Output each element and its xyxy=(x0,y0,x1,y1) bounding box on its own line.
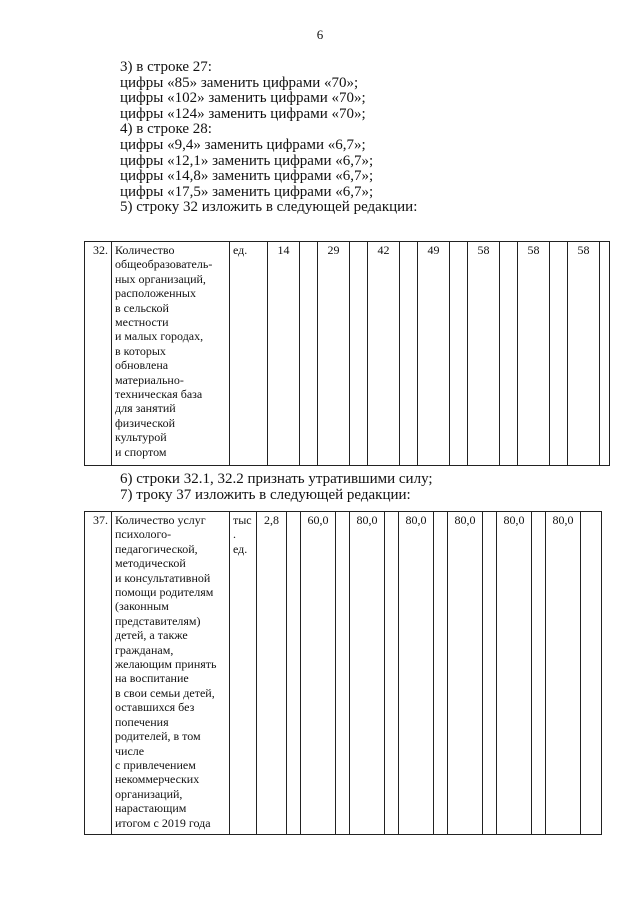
unit-line: . xyxy=(233,527,236,542)
unit-line: тыс xyxy=(233,513,252,527)
table-row xyxy=(85,512,602,835)
name-line: и консультативной xyxy=(115,570,211,585)
value-cell: 80,0 xyxy=(399,512,434,835)
name-line: в которых xyxy=(115,343,166,358)
value-cell: 58 xyxy=(468,242,500,466)
name-line: с привлечением xyxy=(115,757,196,772)
empty-cell xyxy=(550,242,568,466)
text-line: цифры «85» заменить цифрами «70»; xyxy=(120,74,359,91)
name-line: родителей, в том xyxy=(115,729,201,744)
value-cell: 80,0 xyxy=(546,512,581,835)
unit-cell: ед. xyxy=(230,242,268,466)
text-line: 3) в строке 27: xyxy=(120,59,212,75)
text-line: 6) строки 32.1, 32.2 признать утратившими силу; xyxy=(120,471,433,487)
name-line: (законным xyxy=(115,599,169,614)
name-line: психолого- xyxy=(115,527,172,542)
name-line: местности xyxy=(115,315,169,330)
text-line: 7) троку 37 изложить в следующей редакции: xyxy=(120,486,411,503)
indicator-name-cell xyxy=(112,242,230,466)
empty-cell xyxy=(500,242,518,466)
name-line: желающим принять xyxy=(115,657,217,672)
unit-line: ед. xyxy=(233,541,248,556)
name-line: некоммерческих xyxy=(115,772,200,787)
value-cell: 80,0 xyxy=(448,512,483,835)
name-line: числе xyxy=(115,743,145,758)
value-cell: 80,0 xyxy=(350,512,385,835)
value-cell: 14 xyxy=(268,242,300,466)
name-line: Количество услуг xyxy=(115,513,206,527)
value-cell: 2,8 xyxy=(257,512,287,835)
unit-cell xyxy=(230,512,257,835)
empty-cell xyxy=(450,242,468,466)
empty-cell xyxy=(385,512,399,835)
value-cell: 49 xyxy=(418,242,450,466)
name-line: материально- xyxy=(115,372,184,387)
name-line: расположенных xyxy=(115,286,196,301)
page-number: 6 xyxy=(316,27,324,42)
name-line: представителям) xyxy=(115,613,201,628)
name-line: нарастающим xyxy=(115,801,187,816)
row-32-table xyxy=(84,241,610,466)
name-line: Количество xyxy=(115,243,175,257)
empty-cell xyxy=(483,512,497,835)
name-line: ных организаций, xyxy=(115,271,206,286)
text-line: 5) строку 32 изложить в следующей редакции: xyxy=(120,199,418,216)
name-line: на воспитание xyxy=(115,671,189,686)
name-line: и спортом xyxy=(115,444,167,459)
name-line: для занятий xyxy=(115,401,176,416)
name-line: итогом с 2019 года xyxy=(115,815,211,830)
text-line: цифры «14,8» заменить цифрами «6,7»; xyxy=(120,168,374,185)
name-line: оставшихся без xyxy=(115,700,195,715)
value-cell: 58 xyxy=(568,242,600,466)
value-cell: 58 xyxy=(518,242,550,466)
empty-cell xyxy=(350,242,368,466)
name-line: детей, а также xyxy=(115,628,188,643)
name-line: в свои семьи детей, xyxy=(115,685,215,700)
name-line: техническая база xyxy=(115,387,203,402)
name-line: помощи родителям xyxy=(115,585,214,600)
empty-cell xyxy=(287,512,301,835)
text-line: цифры «12,1» заменить цифрами «6,7»; xyxy=(120,152,374,169)
text-line: цифры «124» заменить цифрами «70»; xyxy=(120,105,366,122)
name-line: методической xyxy=(115,556,186,571)
empty-cell xyxy=(400,242,418,466)
name-line: попечения xyxy=(115,714,169,729)
row-number-cell: 37. xyxy=(85,512,112,835)
name-line: культурой xyxy=(115,430,167,445)
name-line: педагогической, xyxy=(115,541,198,556)
value-cell: 60,0 xyxy=(301,512,336,835)
row-number-cell: 32. xyxy=(85,242,112,466)
name-line: общеобразователь- xyxy=(115,257,213,272)
empty-cell xyxy=(581,512,602,835)
empty-cell xyxy=(532,512,546,835)
value-cell: 29 xyxy=(318,242,350,466)
empty-cell xyxy=(600,242,610,466)
table-row xyxy=(85,242,610,466)
name-line: физической xyxy=(115,415,175,430)
amendment-text-block xyxy=(120,60,417,216)
text-line: цифры «9,4» заменить цифрами «6,7»; xyxy=(120,136,366,153)
name-line: обновлена xyxy=(115,358,169,373)
text-line: цифры «102» заменить цифрами «70»; xyxy=(120,90,366,107)
text-line: цифры «17,5» заменить цифрами «6,7»; xyxy=(120,183,374,200)
text-line: 4) в строке 28: xyxy=(120,121,212,138)
amendment-text-block xyxy=(120,472,433,503)
value-cell: 42 xyxy=(368,242,400,466)
name-line: и малых городах, xyxy=(115,329,204,344)
name-line: гражданам, xyxy=(115,642,174,657)
value-cell: 80,0 xyxy=(497,512,532,835)
name-line: в сельской xyxy=(115,300,169,315)
row-37-table xyxy=(84,511,602,835)
empty-cell xyxy=(300,242,318,466)
empty-cell xyxy=(336,512,350,835)
name-line: организаций, xyxy=(115,786,183,801)
empty-cell xyxy=(434,512,448,835)
indicator-name-cell xyxy=(112,512,230,835)
